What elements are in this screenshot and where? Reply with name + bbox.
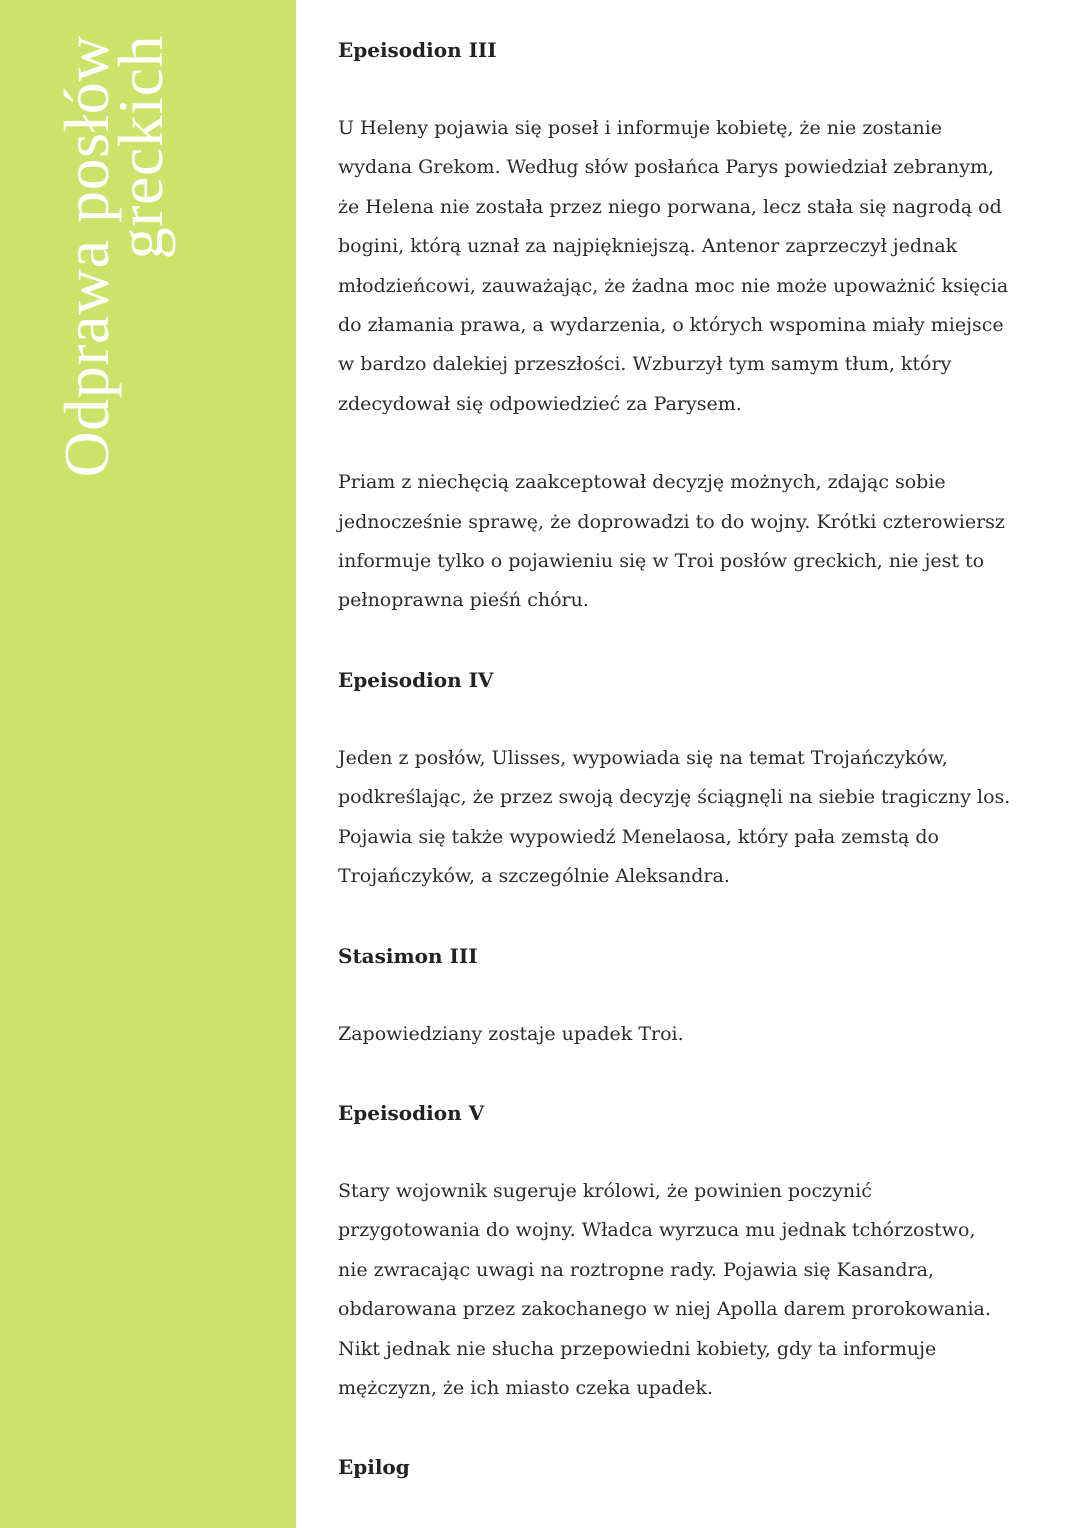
- section-stasimon-iii: [338, 936, 1038, 1054]
- section-heading: Epeisodion III: [338, 38, 497, 62]
- page-title: [51, 35, 176, 595]
- sidebar-band: [0, 0, 296, 1528]
- page-title-line-1: Odprawa posłów: [51, 35, 122, 478]
- section-epeisodion-iii: [338, 30, 1038, 621]
- section-heading: Epilog: [338, 1455, 410, 1480]
- section-paragraph: Stary wojownik sugeruje królowi, że powinien poczynić przygotowania do wojny. Władca wyrzuca mu jednak tchórzostwo, nie zwracając uwagi na roztropne rady. Pojawia się Kasandra, obdarowana przez zakochanego w niej Apolla darem prorokowania. Nikt jednak nie słucha przepowiedni kobiety, gdy ta informuje mężczyzn, że ich miasto czeka upadek.: [338, 1179, 991, 1399]
- section-epilog: [338, 1447, 1038, 1487]
- section-paragraph: Jeden z posłów, Ulisses, wypowiada się na temat Trojańczyków, podkreślając, że przez swoją decyzję ściągnęli na siebie tragiczny los. Pojawia się także wypowiedź Menelaosa, który pała zemstą do Trojańczyków, a szczególnie Aleksandra.: [338, 746, 1011, 888]
- section-paragraph: Zapowiedziany zostaje upadek Troi.: [338, 1022, 684, 1045]
- section-epeisodion-iv: [338, 660, 1038, 897]
- page-title-line-2: greckich: [105, 35, 176, 260]
- section-paragraph: U Heleny pojawia się poseł i informuje kobietę, że nie zostanie wydana Grekom. Według słów posłańca Parys powiedział zebranym, że Helena nie została przez niego porwana, lecz stała się nagrodą od bogini, którą uznał za najpiękniejszą. Antenor zaprzeczył jednak młodzieńcowi, zauważając, że żadna moc nie może upoważnić księcia do złamania prawa, a wydarzenia, o których wspomina miały miejsce w bardzo dalekiej przeszłości. Wzburzył tym samym tłum, który zdecydował się odpowiedzieć za Parysem.: [338, 117, 1009, 415]
- section-epeisodion-v: [338, 1093, 1038, 1408]
- document-body: [338, 30, 1038, 1526]
- section-heading: Stasimon III: [338, 943, 478, 968]
- section-heading: Epeisodion IV: [338, 667, 494, 692]
- section-heading: Epeisodion V: [338, 1100, 485, 1125]
- section-paragraph: Priam z niechęcią zaakceptował decyzję możnych, zdając sobie jednocześnie sprawę, że doprowadzi to do wojny. Krótki czterowiersz informuje tylko o pojawieniu się w Troi posłów greckich, nie jest to pełnoprawna pieśń chóru.: [338, 471, 1005, 612]
